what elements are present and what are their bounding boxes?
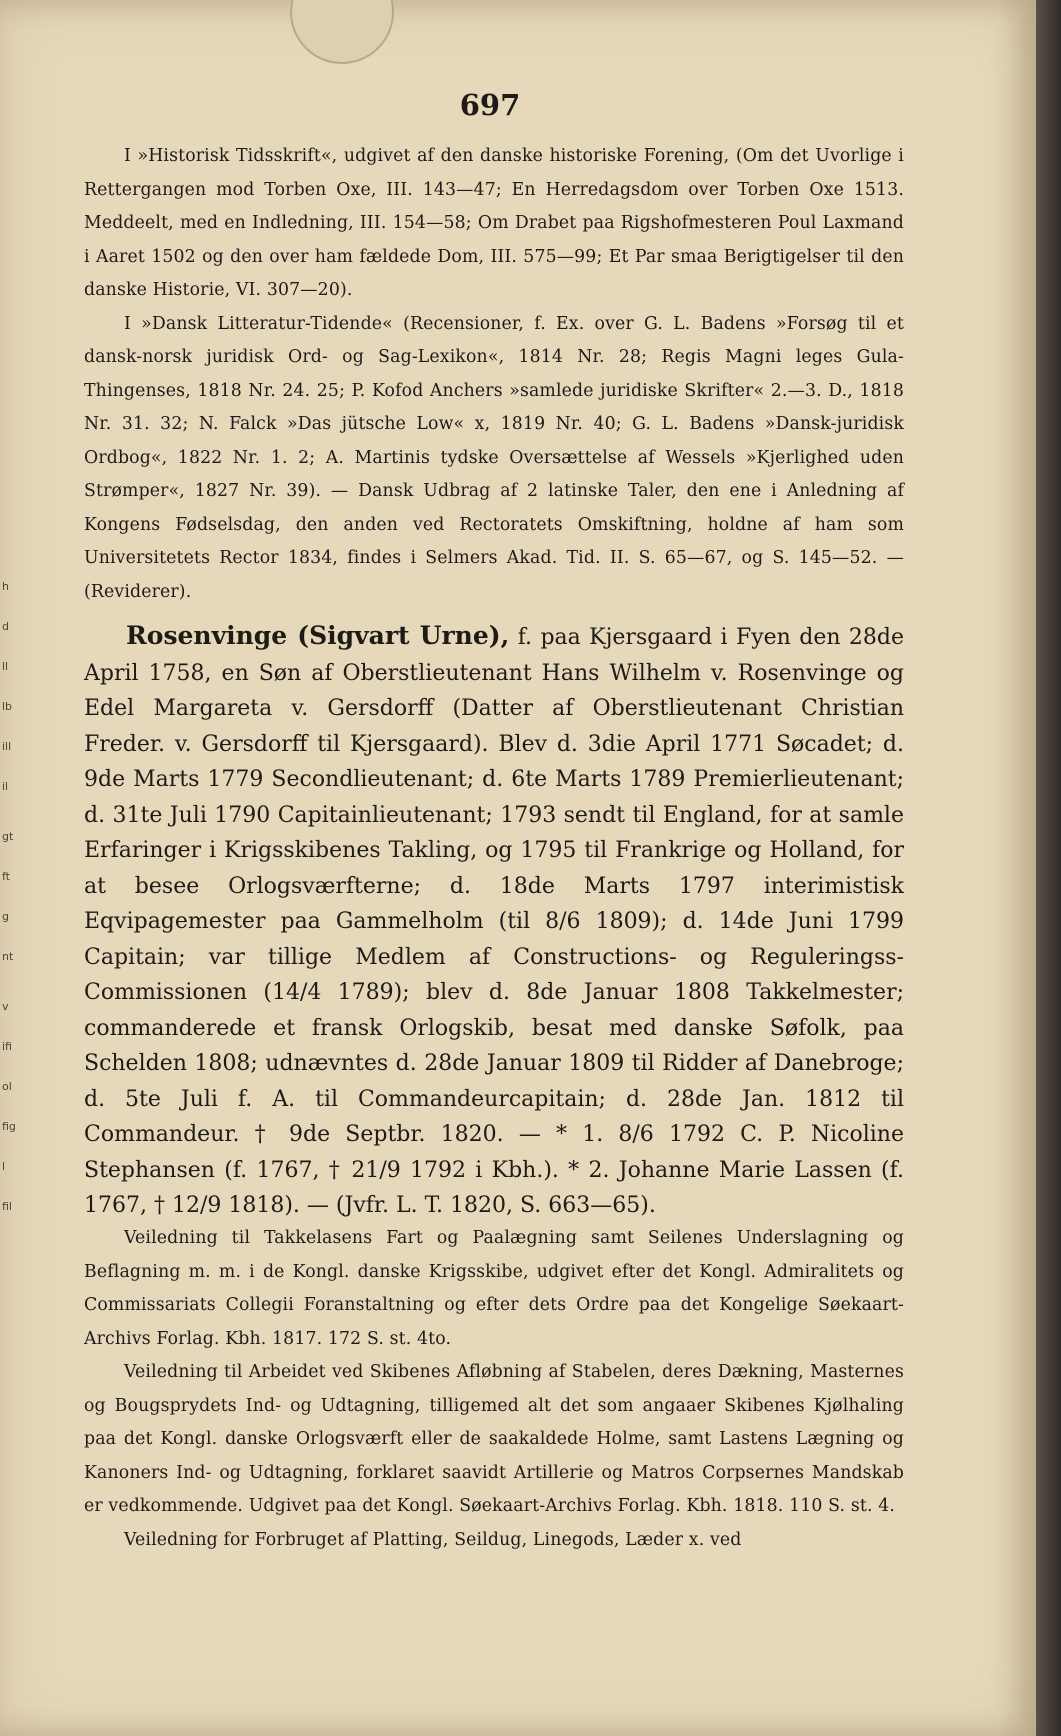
binding-edge [1036, 0, 1061, 1736]
margin-mark: g [2, 910, 9, 923]
page-number: 697 [459, 88, 521, 122]
paragraph-veiledning-afloebning: Veiledning til Arbeidet ved Skibenes Afløbning af Stabelen, deres Dækning, Masternes og Bougsprydets Ind- og Udtagning, tilligemed alt det som angaaer Skibenes Kjølhaling paa det Kongl. danske Orlogsværft eller de saakaldede Holme, samt Lastens Lægning og Kanoners Ind- og Udtagning, forklaret saavidt Artillerie og Matros Corpsernes Mandskab er vedkommende. Udgivet paa det Kongl. Søekaart-Archivs Forlag. Kbh. 1818. 110 S. st. 4. [84, 1362, 904, 1516]
margin-mark: l [2, 1160, 6, 1173]
margin-mark: ll [2, 660, 9, 673]
margin-mark: ol [2, 1080, 12, 1093]
margin-mark: fil [2, 1200, 12, 1213]
bottom-paragraphs [84, 1222, 904, 1557]
top-paragraphs [84, 140, 904, 609]
paragraph-veiledning-takkelasen: Veiledning til Takkelasens Fart og Paalægning samt Seilenes Underslagning og Beflagning m. m. i de Kongl. danske Krigsskibe, udgivet efter det Kongl. Admiralitets og Commissariats Collegii Foranstaltning og efter dets Ordre paa det Kongelige Søekaart-Archivs Forlag. Kbh. 1817. 172 S. st. 4to. [84, 1228, 904, 1349]
left-margin-bleedthrough [0, 560, 16, 1300]
margin-mark: fig [2, 1120, 16, 1133]
margin-mark: ft [2, 870, 10, 883]
entry-body: f. paa Kjersgaard i Fyen den 28de April 1758, en Søn af Oberstlieutenant Hans Wilhelm v. Rosenvinge og Edel Margareta v. Gersdorff (Datter af Oberstlieutenant Christian Freder. v. Gersdorff til Kjersgaard). Blev d. 3die April 1771 Søcadet; d. 9de Marts 1779 Secondlieutenant; d. 6te Marts 1789 Premierlieutenant; d. 31te Juli 1790 Capitainlieutenant; 1793 sendt til England, for at samle Erfaringer i Krigsskibenes Takling, og 1795 til Frankrige og Holland, for at besee Orlogsværfterne; d. 18de Marts 1797 interimistisk Eqvipagemester paa Gammelholm (til 8/6 1809); d. 14de Juni 1799 Capitain; var tillige Medlem af Constructions- og Reguleringss-Commissionen (14/4 1789); blev d. 8de Januar 1808 Takkelmester; commanderede et fransk Orlogskib, besat med danske Søfolk, paa Schelden 1808; udnævntes d. 28de Januar 1809 til Ridder af Danebroge; d. 5te Juli f. A. til Commandeurcapitain; d. 28de Jan. 1812 til Commandeur. † 9de Septbr. 1820. — * 1. 8/6 1792 C. P. Nicoline Stephansen (f. 1767, † 21/9 1792 i Kbh.). * 2. Johanne Marie Lassen (f. 1767, † 12/9 1818). — (Jvfr. L. T. 1820, S. 663—65). [84, 625, 904, 1218]
margin-mark: h [2, 580, 9, 593]
margin-mark: d [2, 620, 9, 633]
entry-heading: Rosenvinge (Sigvart Urne), [126, 621, 510, 650]
margin-mark: il [2, 780, 9, 793]
entry-paragraph [84, 618, 904, 1224]
margin-mark: v [2, 1000, 9, 1013]
punch-hole-mark [290, 0, 394, 64]
margin-mark: nt [2, 950, 14, 963]
paragraph-dansk-litteratur-tidende: I »Dansk Litteratur-Tidende« (Recensioner, f. Ex. over G. L. Badens »Forsøg til et dansk-norsk juridisk Ord- og Sag-Lexikon«, 1814 Nr. 28; Regis Magni leges Gula-Thingenses, 1818 Nr. 24. 25; P. Kofod Anchers »samlede juridiske Skrifter« 2.—3. D., 1818 Nr. 31. 32; N. Falck »Das jütsche Low« x, 1819 Nr. 40; G. L. Badens »Dansk-juridisk Ordbog«, 1822 Nr. 1. 2; A. Martinis tydske Oversættelse af Wessels »Kjerlighed uden Strømper«, 1827 Nr. 39). — Dansk Udbrag af 2 latinske Taler, den ene i Anledning af Kongens Fødselsdag, den anden ved Rectoratets Omskiftning, holdne af ham som Universitetets Rector 1834, findes i Selmers Akad. Tid. II. S. 65—67, og S. 145—52. — (Reviderer). [84, 313, 904, 602]
margin-mark: ifi [2, 1040, 12, 1053]
margin-mark: gt [2, 830, 14, 843]
margin-mark: lb [2, 700, 13, 713]
biography-entry [84, 618, 904, 1224]
paragraph-historisk-tidsskrift: I »Historisk Tidsskrift«, udgivet af den danske historiske Forening, (Om det Uvorlige i Rettergangen mod Torben Oxe, III. 143—47; En Herredagsdom over Torben Oxe 1513. Meddeelt, med en Indledning, III. 154—58; Om Drabet paa Rigshofmesteren Poul Laxmand i Aaret 1502 og den over ham fældede Dom, III. 575—99; Et Par smaa Berigtigelser til den danske Historie, VI. 307—20). [84, 146, 904, 300]
paragraph-veiledning-forbruget: Veiledning for Forbruget af Platting, Seildug, Linegods, Læder x. ved [124, 1529, 742, 1550]
margin-mark: ill [2, 740, 12, 753]
